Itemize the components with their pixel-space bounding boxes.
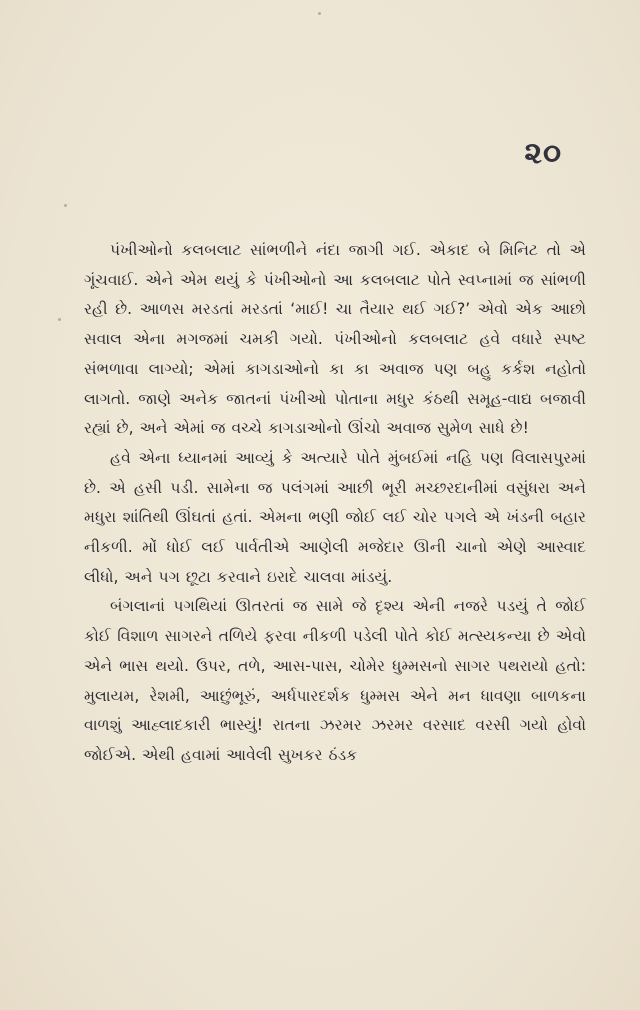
paragraph-2: હવે એના ધ્યાનમાં આવ્યું કે અત્યારે પોતે મુંબઈમાં નહિ પણ વિલાસપુરમાં છે. એ હસી પડી. સામેના જ પલંગમાં આછી ભૂરી મચ્છરદાનીમાં વસુંધરા અને મધુરા શાંતિથી ઊંઘતાં હતાં. એમના ભણી જોઈ લઈ ચોર પગલે એ ખંડની બહાર નીકળી. મોં ધોઈ લઈ પાર્વતીએ આણેલી મજેદાર ઊની ચાનો એણે આસ્વાદ લીધો, અને પગ છૂટા કરવાને ઇરાદે ચાલવા માંડયું. (84, 448, 586, 586)
body-text (84, 236, 586, 771)
page-number: ૨૦ (524, 136, 562, 171)
paragraph-3: બંગલાનાં પગથિયાં ઊતરતાં જ સામે જે દૃશ્ય એની નજરે પડયું તે જોઈ કોઈ વિશાળ સાગરને તળિયે ફરવા નીકળી પડેલી પોતે કોઈ મત્સ્યકન્યા છે એવો એને ભાસ થયો. ઉપર, તળે, આસ-પાસ, ચોમેર ધુમ્મસનો સાગર પથરાયો હતો: મુલાયમ, રેશમી, આછુંભૂરું, અર્ધપારદર્શક ધુમ્મસ એને મન ધાવણા બાળકના વાળશું આહ્લાદકારી ભાસ્યું! રાતના ઝરમર ઝરમર વરસાદ વરસી ગયો હોવો જોઈએ. એથી હવામાં આવેલી સુખકર ઠંડક (84, 597, 586, 764)
paper-speck (58, 318, 61, 321)
paper-speck (318, 12, 321, 15)
paragraph-1: પંખીઓનો કલબલાટ સાંભળીને નંદા જાગી ગઈ. એકાદ બે મિનિટ તો એ ગૂંચવાઈ. એને એમ થયું કે પંખીઓનો આ કલબલાટ પોતે સ્વપ્નામાં જ સાંભળી રહી છે. આળસ મરડતાં મરડતાં ‘માઈ! ચા તૈયાર થઈ ગઈ?’ એવો એક આછો સવાલ એના મગજમાં ચમકી ગયો. પંખીઓનો કલબલાટ હવે વધારે સ્પષ્ટ સંભળાવા લાગ્યો; એમાં કાગડાઓનો કા કા અવાજ પણ બહુ કર્કશ નહોતો લાગતો. જાણે અનેક જાતનાં પંખીઓ પોતાના મધુર કંઠથી સમૂહ-વાદ્ય બજાવી રહ્યાં છે, અને એમાં જ વચ્ચે કાગડાઓનો ઊંચો અવાજ સુમેળ સાધે છે! (84, 241, 586, 438)
paper-speck (64, 204, 67, 207)
